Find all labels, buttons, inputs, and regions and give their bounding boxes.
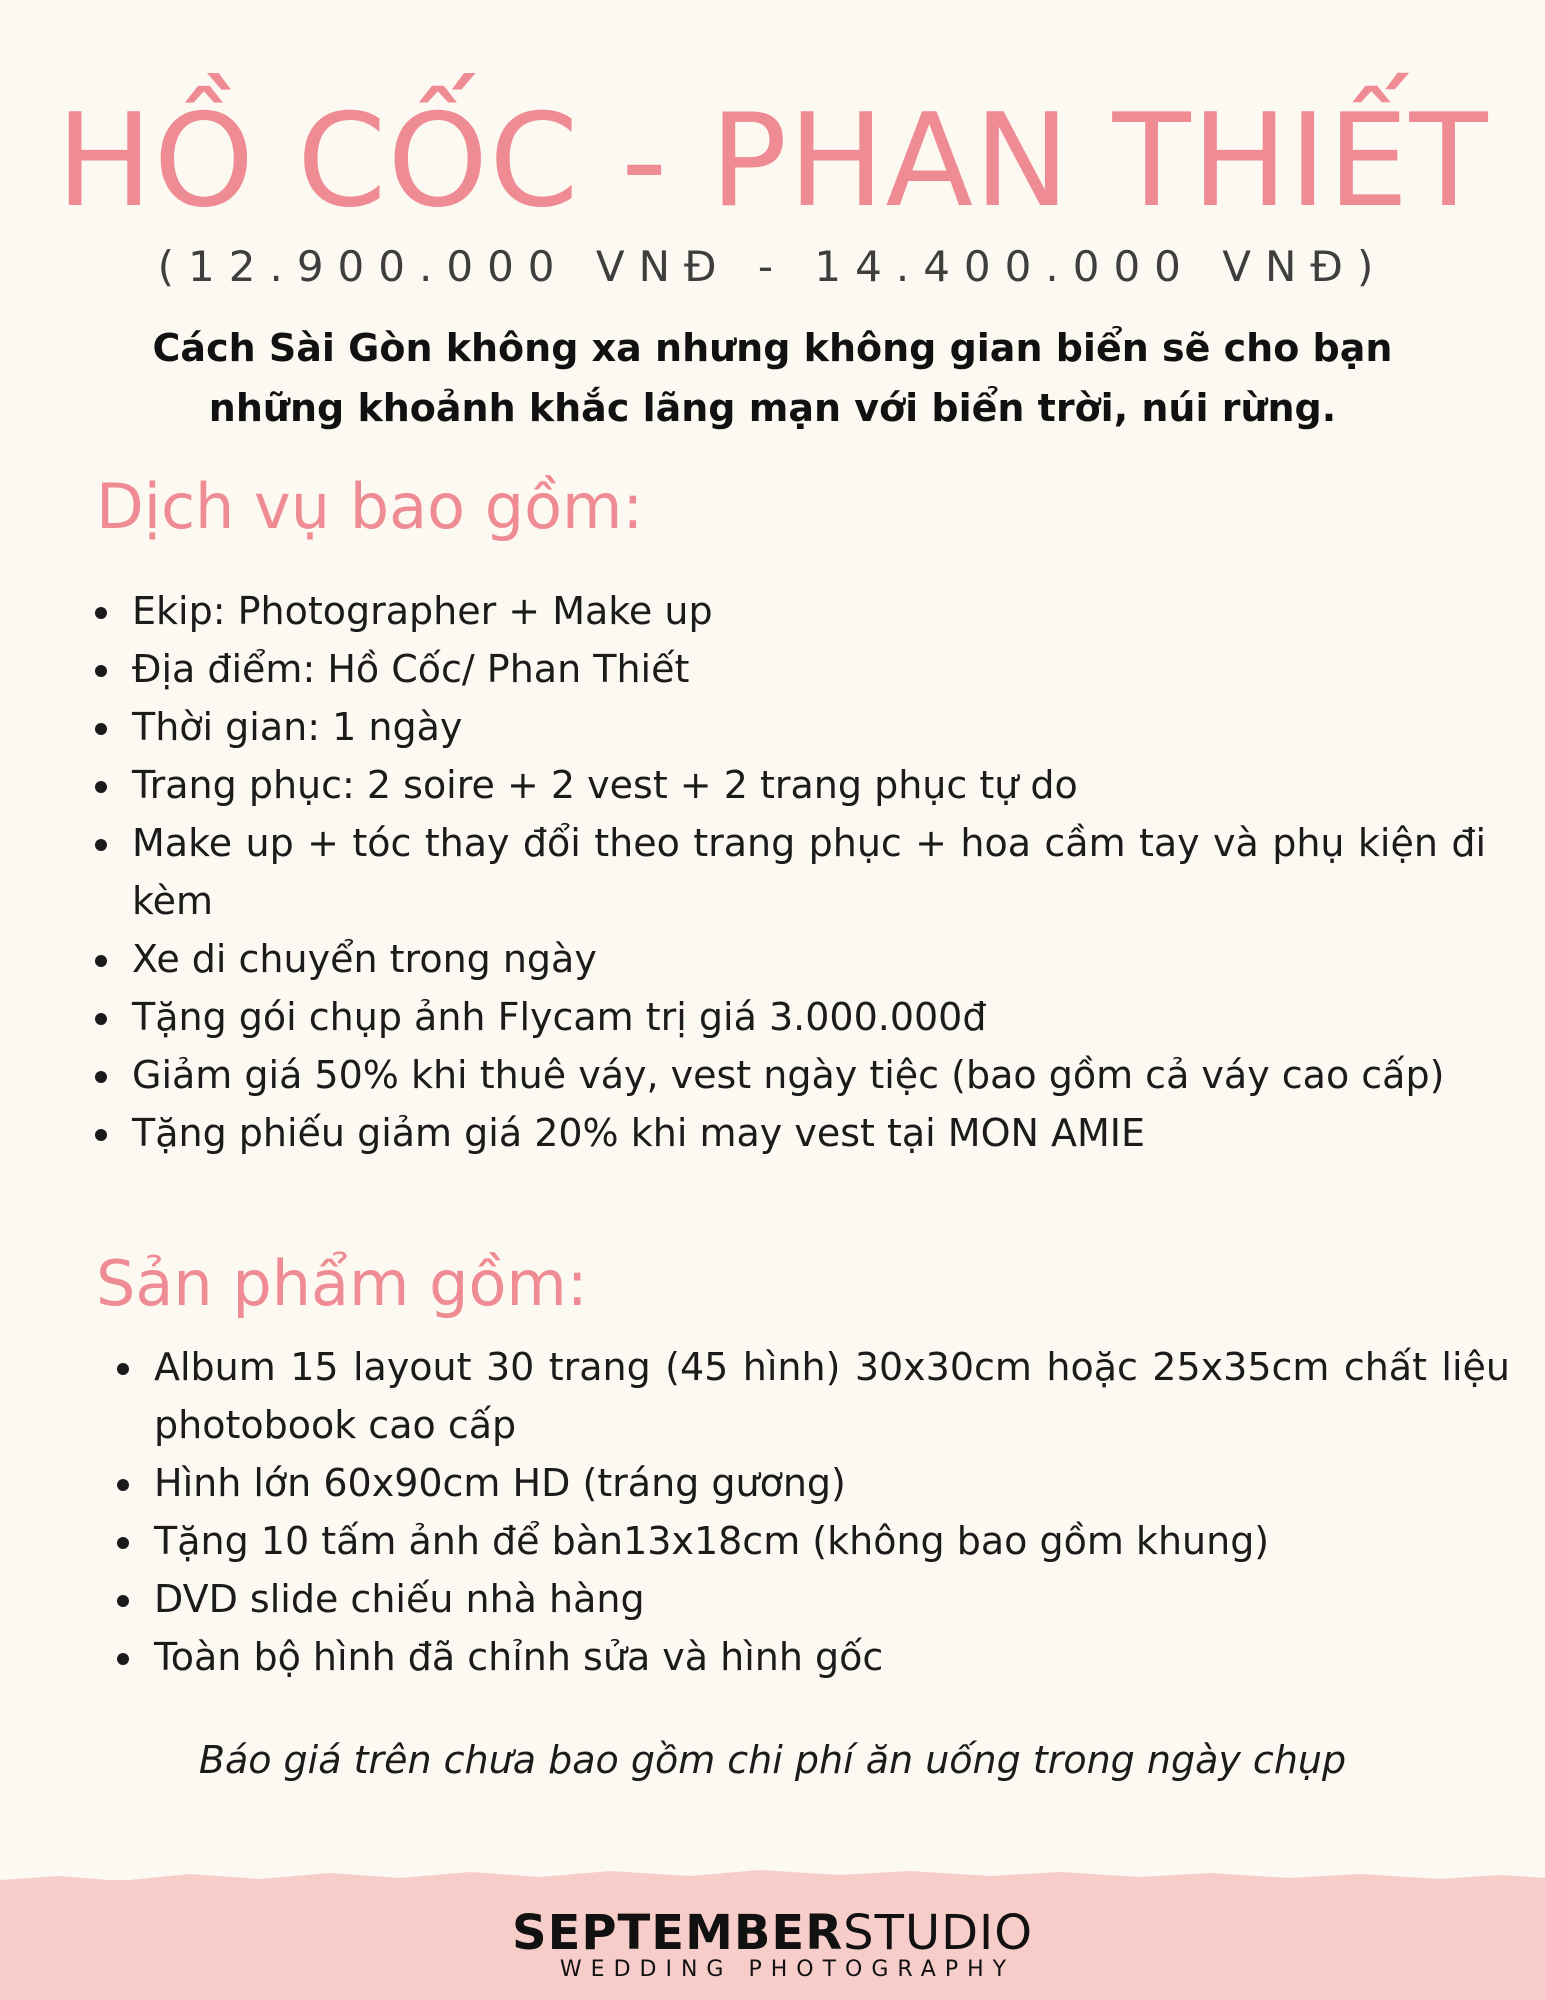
list-item: Album 15 layout 30 trang (45 hình) 30x30cm hoặc 25x35cm chất liệu photobook cao cấp bbox=[154, 1345, 1510, 1447]
intro-text bbox=[60, 318, 1485, 438]
page-title: HỒ CỐC - PHAN THIẾT bbox=[56, 87, 1489, 236]
intro-line-1: Cách Sài Gòn không xa nhưng không gian biển sẽ cho bạn bbox=[152, 326, 1393, 370]
logo-tagline: WEDDING PHOTOGRAPHY bbox=[559, 1957, 1016, 1982]
list-item: Giảm giá 50% khi thuê váy, vest ngày tiệc (bao gồm cả váy cao cấp) bbox=[132, 1053, 1445, 1097]
price-range: (12.900.000 VNĐ - 14.400.000 VNĐ) bbox=[157, 242, 1388, 291]
list-item: Make up + tóc thay đổi theo trang phục + hoa cầm tay và phụ kiện đi kèm bbox=[132, 821, 1486, 923]
list-item: Trang phục: 2 soire + 2 vest + 2 trang phục tự do bbox=[132, 763, 1078, 807]
studio-logo bbox=[0, 1905, 1545, 1982]
logo-part-1: SEPTEMBER bbox=[512, 1905, 844, 1961]
list-item: Tặng phiếu giảm giá 20% khi may vest tại MON AMIE bbox=[132, 1111, 1145, 1155]
list-item: Hình lớn 60x90cm HD (tráng gương) bbox=[154, 1461, 846, 1505]
list-item: DVD slide chiếu nhà hàng bbox=[154, 1577, 645, 1621]
list-item: Xe di chuyển trong ngày bbox=[132, 937, 597, 981]
list-item: Ekip: Photographer + Make up bbox=[132, 589, 713, 633]
list-item: Tặng gói chụp ảnh Flycam trị giá 3.000.000đ bbox=[132, 995, 987, 1039]
list-item: Toàn bộ hình đã chỉnh sửa và hình gốc bbox=[154, 1635, 884, 1679]
products-list bbox=[114, 1338, 1510, 1686]
logo-part-2: STUDIO bbox=[843, 1905, 1033, 1961]
services-list bbox=[92, 582, 1486, 1162]
services-heading: Dịch vụ bao gồm: bbox=[96, 470, 644, 543]
list-item: Thời gian: 1 ngày bbox=[132, 705, 463, 749]
intro-line-2: những khoảnh khắc lãng mạn với biển trời, núi rừng. bbox=[208, 386, 1337, 430]
list-item: Tặng 10 tấm ảnh để bàn13x18cm (không bao gồm khung) bbox=[154, 1519, 1270, 1563]
brush-edge bbox=[0, 1862, 1545, 1892]
products-heading: Sản phẩm gồm: bbox=[96, 1247, 588, 1320]
list-item: Địa điểm: Hồ Cốc/ Phan Thiết bbox=[132, 647, 690, 691]
price-note: Báo giá trên chưa bao gồm chi phí ăn uống trong ngày chụp bbox=[198, 1738, 1347, 1782]
